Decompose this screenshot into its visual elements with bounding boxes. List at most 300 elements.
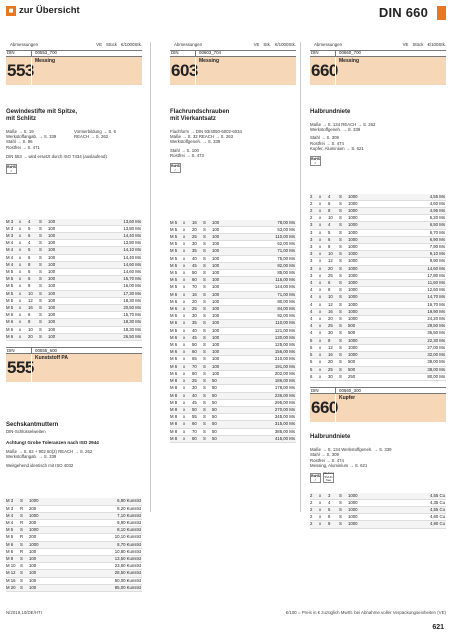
- table-cell: M 6: [170, 327, 178, 333]
- table-cell: 17,30 Ms: [123, 290, 141, 296]
- table-cell: 10,10 Kunstst: [114, 534, 141, 540]
- table-cell: M 5: [170, 284, 178, 290]
- din-number: 660: [311, 397, 338, 417]
- table-row: [6, 549, 142, 556]
- table-cell: 110,00 Ms: [275, 234, 295, 240]
- table-cell: x: [319, 280, 322, 286]
- table-cell: 3: [310, 251, 313, 257]
- table-cell: x: [19, 233, 22, 239]
- table-cell: 1000: [348, 272, 358, 278]
- table-cell: 6: [328, 514, 331, 520]
- tab-marker: [437, 6, 446, 20]
- table-cell: M 5: [6, 269, 14, 275]
- table-row: [6, 327, 142, 334]
- table-cell: S: [203, 334, 206, 340]
- table-cell: S: [339, 316, 342, 322]
- table-cell: 5,20 Ms: [429, 215, 445, 221]
- table-cell: 1000: [29, 512, 39, 518]
- table-cell: 100: [212, 248, 220, 254]
- table-cell: S: [203, 298, 206, 304]
- product-title: Flachrundschrauben: [170, 108, 230, 115]
- table-cell: 1000: [348, 506, 358, 512]
- table-cell: M 6: [170, 291, 178, 297]
- table-cell: 8: [28, 261, 31, 267]
- table-cell: 20: [328, 359, 333, 365]
- table-cell: 82,00 Ms: [277, 262, 295, 268]
- table-cell: 1000: [348, 352, 358, 358]
- table-cell: 16: [328, 352, 333, 358]
- table-cell: x: [319, 287, 322, 293]
- table-row: [6, 570, 142, 577]
- table-row: [6, 578, 142, 585]
- product-title: Sechskantmuttern: [6, 422, 59, 429]
- table-cell: 8: [328, 521, 331, 527]
- table-cell: S: [203, 363, 206, 369]
- table-cell: 60: [192, 277, 197, 283]
- table-cell: 4: [328, 193, 331, 199]
- table-row: [310, 493, 446, 500]
- table-row: [6, 319, 142, 326]
- table-cell: S: [339, 330, 342, 336]
- table-cell: x: [183, 342, 186, 348]
- table-cell: 500: [348, 323, 356, 329]
- table-cell: S: [20, 498, 23, 504]
- table-cell: x: [19, 290, 22, 296]
- table-cell: 1000: [29, 541, 39, 547]
- table-cell: M 5: [170, 262, 178, 268]
- table-cell: M 8: [170, 406, 178, 412]
- table-cell: 20: [192, 298, 197, 304]
- rohs-badge: RoHS ✓: [7, 164, 16, 173]
- table-cell: S: [39, 305, 42, 311]
- table-cell: 236,00 Ms: [274, 392, 295, 398]
- table-row: [170, 227, 296, 234]
- table-cell: x: [183, 378, 186, 384]
- table-row: [6, 585, 142, 592]
- table-cell: 24,20 Ms: [427, 316, 445, 322]
- table-cell: 26,50 Ms: [123, 333, 141, 339]
- table-cell: S: [203, 392, 206, 398]
- table-cell: x: [319, 265, 322, 271]
- table-cell: 100: [29, 570, 37, 576]
- table-cell: 4,60 Ms: [429, 200, 445, 206]
- table-cell: S: [339, 215, 342, 221]
- table-cell: 4,95 Ms: [429, 208, 445, 214]
- table-cell: 3: [310, 272, 313, 278]
- table-cell: M 6: [170, 306, 178, 312]
- table-row: [310, 194, 446, 201]
- warning-note: Achtung! Grobe Toleranzen nach ISO 2944: [6, 440, 99, 446]
- table-cell: 191,00 Ms: [274, 363, 295, 369]
- table-cell: 295,00 Ms: [274, 399, 295, 405]
- table-cell: M 3: [6, 233, 14, 239]
- table-cell: 1000: [348, 344, 358, 350]
- table-cell: 100: [29, 555, 37, 561]
- table-row: [6, 226, 142, 233]
- table-cell: S: [203, 385, 206, 391]
- table-cell: x: [183, 234, 186, 240]
- table-cell: 1000: [348, 193, 358, 199]
- table-cell: S: [203, 342, 206, 348]
- table-cell: 100: [48, 305, 56, 311]
- table-cell: 4: [310, 323, 313, 329]
- table-cell: M 5: [6, 527, 14, 533]
- table-cell: x: [19, 297, 22, 303]
- table-cell: 40: [192, 255, 197, 261]
- table-cell: 2: [310, 514, 313, 520]
- table-cell: M 8: [170, 414, 178, 420]
- table-cell: 65: [192, 356, 197, 362]
- table-cell: 4: [310, 280, 313, 286]
- table-cell: 16,70 Ms: [427, 301, 445, 307]
- table-cell: S: [203, 349, 206, 355]
- table-row: [310, 521, 446, 528]
- reference-block: Maße → S. 62 + 902 60(2) REACH → S. 262 Werkstoffangab. → S. 339 Weitgehend identisch mit ISO 4032: [6, 449, 93, 468]
- table-cell: 1000: [348, 251, 358, 257]
- table-cell: 2: [310, 200, 313, 206]
- table-row: [170, 429, 296, 436]
- table-cell: S: [203, 428, 206, 434]
- table-cell: 2: [310, 215, 313, 221]
- table-row: [310, 338, 446, 345]
- table-cell: M 6: [170, 370, 178, 376]
- table-cell: 50: [212, 399, 217, 405]
- table-cell: 71,00 Ms: [277, 248, 295, 254]
- table-cell: 100: [212, 284, 220, 290]
- table-cell: 18,30 Ms: [123, 297, 141, 303]
- table-cell: 18,30 Ms: [123, 319, 141, 325]
- table-cell: R: [20, 519, 24, 525]
- table-cell: 80,00 Ms: [277, 298, 295, 304]
- table-cell: 5: [310, 344, 313, 350]
- table-cell: 4: [328, 222, 331, 228]
- table-cell: x: [319, 506, 322, 512]
- table-cell: 2: [310, 521, 313, 527]
- table-row: [310, 359, 446, 366]
- table-cell: 4: [310, 330, 313, 336]
- table-cell: 14,40 Ms: [123, 254, 141, 260]
- table-row: [170, 284, 296, 291]
- table-cell: x: [183, 248, 186, 254]
- table-cell: 100: [48, 261, 56, 267]
- table-cell: 2: [310, 208, 313, 214]
- table-cell: M 8: [170, 392, 178, 398]
- product-subtitle: mit Schlitz: [6, 115, 37, 122]
- table-cell: S: [339, 366, 342, 372]
- table-cell: x: [19, 261, 22, 267]
- footer-price-note: €/100 = Preis in € zuzüglich MwSt. bei Abnahme voller Verpackungseinheiten (VE): [285, 610, 446, 615]
- table-cell: x: [319, 366, 322, 372]
- table-row: [6, 563, 142, 570]
- table-row: [6, 498, 142, 505]
- table-cell: 6: [310, 373, 313, 379]
- table-cell: 30: [192, 385, 197, 391]
- table-cell: 7,10 Kunstst: [117, 512, 141, 518]
- table-cell: 125,00 Ms: [274, 342, 295, 348]
- table-cell: 1000: [29, 527, 39, 533]
- table-cell: 5: [328, 506, 331, 512]
- table-cell: x: [319, 222, 322, 228]
- table-cell: 1000: [348, 265, 358, 271]
- table-cell: 8: [28, 283, 31, 289]
- table-cell: S: [339, 499, 342, 505]
- table-cell: 92,00 Ms: [277, 313, 295, 319]
- table-cell: 5: [310, 359, 313, 365]
- table-cell: x: [183, 262, 186, 268]
- table-cell: M 4: [6, 240, 14, 246]
- table-cell: S: [203, 284, 206, 290]
- table-cell: 25: [328, 323, 333, 329]
- table-cell: x: [183, 435, 186, 441]
- product-band: [6, 354, 142, 382]
- table-cell: S: [39, 218, 42, 224]
- table-cell: 4: [310, 316, 313, 322]
- table-cell: x: [183, 356, 186, 362]
- table-cell: 500: [348, 359, 356, 365]
- table-cell: 13,80 Ms: [123, 225, 141, 231]
- table-row: [170, 299, 296, 306]
- table-cell: S: [339, 521, 342, 527]
- table-cell: 16: [192, 291, 197, 297]
- table-row: [170, 356, 296, 363]
- table-cell: S: [339, 272, 342, 278]
- table-cell: x: [19, 225, 22, 231]
- page-title: DIN 660: [378, 5, 428, 20]
- table-cell: S: [339, 492, 342, 498]
- table-cell: S: [203, 421, 206, 427]
- table-cell: 186,00 Ms: [274, 378, 295, 384]
- table-cell: x: [183, 255, 186, 261]
- table-cell: 100: [212, 356, 220, 362]
- table-cell: 16: [28, 305, 33, 311]
- product-band: [310, 57, 446, 85]
- table-cell: 100: [48, 254, 56, 260]
- table-cell: S: [339, 514, 342, 520]
- table-cell: 50: [212, 421, 217, 427]
- table-cell: S: [20, 584, 23, 590]
- column-divider: [300, 42, 301, 512]
- table-cell: S: [203, 262, 206, 268]
- table-row: [170, 263, 296, 270]
- table-cell: M 4: [6, 512, 14, 518]
- table-row: [6, 276, 142, 283]
- table-cell: 8: [328, 337, 331, 343]
- reference-block: Maße → S. 134 REACH → S. 262 Werkstoffgeneh. → S. 339 Stahl → S. 309 Rostfrei → S. 474 Kupfer, Aluminium → S. 621: [310, 121, 376, 152]
- table-cell: x: [319, 208, 322, 214]
- table-cell: 6,90 Ms: [429, 236, 445, 242]
- din-article-row: DIN 00553_700: [6, 50, 142, 57]
- price-table-603: [170, 220, 296, 443]
- din-article-row: DIN 00660_700: [310, 50, 446, 57]
- table-cell: M 5: [170, 219, 178, 225]
- table-cell: S: [203, 356, 206, 362]
- table-cell: M 5: [170, 241, 178, 247]
- table-cell: x: [183, 313, 186, 319]
- table-cell: S: [39, 261, 42, 267]
- table-cell: 8,20 Kunstst: [117, 505, 141, 511]
- table-cell: x: [183, 226, 186, 232]
- table-row: [6, 283, 142, 290]
- column-divider: [150, 42, 151, 512]
- table-cell: 25: [328, 272, 333, 278]
- table-cell: 20: [328, 316, 333, 322]
- table-cell: 4,60 Cu: [429, 514, 445, 520]
- column-header: Abmessungen VE Stück €/100Stk.: [314, 42, 446, 47]
- table-cell: 100: [212, 334, 220, 340]
- table-cell: S: [339, 301, 342, 307]
- table-cell: x: [183, 298, 186, 304]
- footer-code: N/2019,10/DE/HTI: [6, 610, 42, 615]
- product-title: Gewindestifte mit Spitze,: [6, 108, 78, 115]
- table-cell: x: [319, 316, 322, 322]
- table-cell: x: [319, 330, 322, 336]
- table-cell: 6: [28, 276, 31, 282]
- table-cell: S: [203, 277, 206, 283]
- table-cell: 5: [28, 269, 31, 275]
- table-cell: M 8: [170, 428, 178, 434]
- table-cell: 55: [192, 414, 197, 420]
- table-row: [310, 345, 446, 352]
- table-cell: M 4: [6, 261, 14, 267]
- table-row: [310, 374, 446, 381]
- table-cell: 6,70 Ms: [429, 229, 445, 235]
- table-cell: 13,60 Ms: [123, 218, 141, 224]
- table-row: [6, 262, 142, 269]
- din-number: 553: [7, 60, 34, 80]
- table-cell: R: [20, 548, 24, 554]
- table-cell: S: [339, 359, 342, 365]
- table-cell: 10: [328, 251, 333, 257]
- table-cell: 144,00 Ms: [274, 284, 295, 290]
- table-row: [170, 256, 296, 263]
- table-cell: 50: [212, 406, 217, 412]
- table-cell: S: [203, 378, 206, 384]
- table-cell: M 5: [6, 297, 14, 303]
- table-cell: 38,00 Ms: [427, 366, 445, 372]
- rohs-badge: RoHS ✓: [311, 156, 320, 165]
- back-to-overview-link[interactable]: ■ zur Übersicht: [6, 5, 80, 16]
- table-cell: 12: [328, 258, 333, 264]
- table-cell: 5: [310, 366, 313, 372]
- table-row: [170, 292, 296, 299]
- table-cell: x: [183, 320, 186, 326]
- table-cell: 50: [192, 270, 197, 276]
- table-cell: 6: [28, 312, 31, 318]
- table-cell: 8,10 Kunstst: [117, 527, 141, 533]
- table-cell: 9,90 Ms: [429, 258, 445, 264]
- table-cell: x: [19, 326, 22, 332]
- table-row: [170, 313, 296, 320]
- table-cell: 100: [212, 349, 220, 355]
- table-row: [170, 400, 296, 407]
- table-cell: 3: [310, 229, 313, 235]
- table-row: [310, 266, 446, 273]
- table-cell: M 6: [6, 541, 14, 547]
- table-row: [310, 273, 446, 280]
- table-cell: 45: [192, 399, 197, 405]
- table-cell: 25: [192, 378, 197, 384]
- table-cell: M 3: [6, 498, 14, 504]
- table-cell: S: [339, 208, 342, 214]
- table-cell: S: [39, 319, 42, 325]
- table-cell: 8: [328, 244, 331, 250]
- table-cell: 25: [328, 366, 333, 372]
- table-row: [170, 421, 296, 428]
- table-cell: S: [339, 222, 342, 228]
- table-cell: 100: [212, 342, 220, 348]
- table-cell: S: [203, 306, 206, 312]
- table-row: [6, 305, 142, 312]
- table-cell: 100: [212, 255, 220, 261]
- column-right: [310, 42, 446, 529]
- table-cell: 100: [48, 233, 56, 239]
- table-cell: M 6: [6, 326, 14, 332]
- table-cell: x: [19, 312, 22, 318]
- din-article-row: DIN 00555_600: [6, 347, 142, 354]
- product-subtitle: mit Vierkantsatz: [170, 115, 216, 122]
- table-cell: 100: [212, 306, 220, 312]
- table-cell: 6: [28, 233, 31, 239]
- table-cell: S: [39, 233, 42, 239]
- table-cell: 1000: [348, 514, 358, 520]
- table-cell: 16: [192, 219, 197, 225]
- table-cell: 35: [192, 320, 197, 326]
- table-row: [310, 323, 446, 330]
- table-cell: 250: [348, 373, 356, 379]
- table-cell: x: [183, 306, 186, 312]
- table-row: [310, 215, 446, 222]
- table-cell: 210,00 Ms: [274, 356, 295, 362]
- table-row: [170, 385, 296, 392]
- table-row: [310, 500, 446, 507]
- table-cell: x: [19, 333, 22, 339]
- table-row: [6, 513, 142, 520]
- table-cell: 25: [192, 234, 197, 240]
- price-table-553: [6, 219, 142, 341]
- table-cell: S: [339, 373, 342, 379]
- table-cell: 6: [328, 236, 331, 242]
- table-cell: 12: [28, 297, 33, 303]
- table-cell: 78,00 Ms: [277, 219, 295, 225]
- table-cell: S: [203, 270, 206, 276]
- table-cell: 40: [192, 327, 197, 333]
- table-cell: 85,00 Ms: [277, 270, 295, 276]
- table-row: [170, 277, 296, 284]
- table-cell: x: [319, 492, 322, 498]
- table-cell: S: [203, 327, 206, 333]
- table-cell: x: [319, 251, 322, 257]
- table-cell: 1000: [348, 337, 358, 343]
- footer: [6, 610, 446, 615]
- table-row: [6, 527, 142, 534]
- table-cell: x: [183, 291, 186, 297]
- table-cell: 1000: [348, 280, 358, 286]
- table-cell: 2: [310, 499, 313, 505]
- table-cell: 1000: [348, 499, 358, 505]
- page-header: [6, 5, 446, 22]
- table-row: [310, 316, 446, 323]
- table-row: [310, 514, 446, 521]
- home-icon: ■: [6, 6, 16, 16]
- table-cell: S: [203, 435, 206, 441]
- table-cell: S: [20, 577, 23, 583]
- table-cell: 4: [310, 301, 313, 307]
- table-cell: 30: [328, 330, 333, 336]
- table-cell: 12,60 Ms: [427, 287, 445, 293]
- table-cell: 32,00 Ms: [427, 352, 445, 358]
- table-cell: 8,70 Kunstst: [117, 541, 141, 547]
- table-cell: 100: [212, 270, 220, 276]
